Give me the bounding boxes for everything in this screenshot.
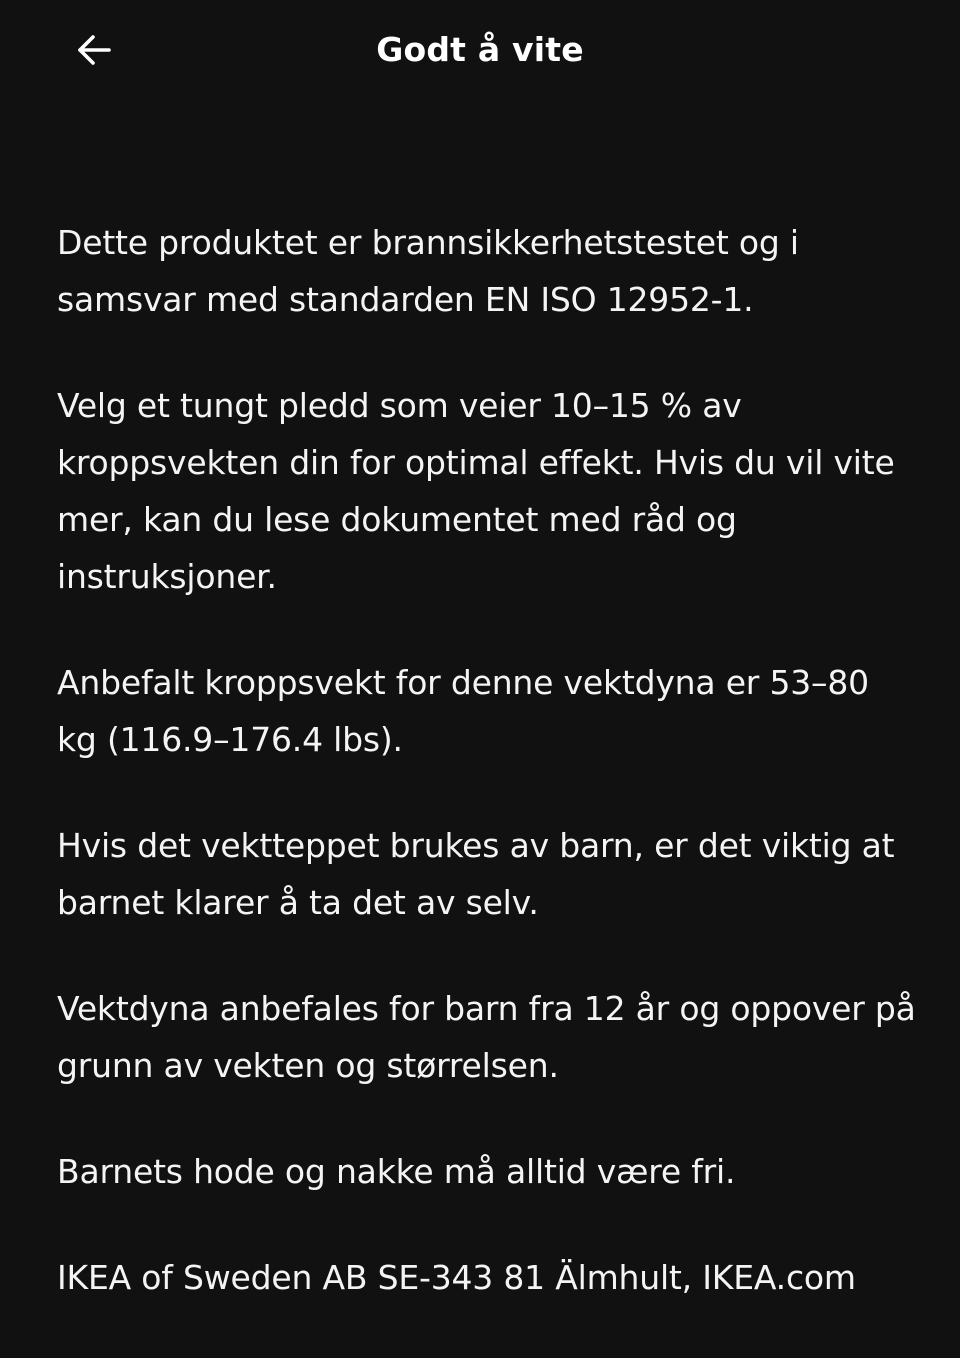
age-recommendation-paragraph: Vektdyna anbefales for barn fra 12 år og oppover på grunn av vekten og størrelsen. (57, 989, 916, 1085)
weight-advice-paragraph: Velg et tungt pledd som veier 10–15 % av kroppsvekten din for optimal effekt. Hvis du vil vite mer, kan du lese dokumentet med råd og instruksjoner. (57, 386, 895, 596)
top-app-bar (0, 0, 960, 100)
info-content (57, 214, 917, 1355)
fire-safety-paragraph: Dette produktet er brannsikkerhetstestet og i samsvar med standarden EN ISO 12952-1. (57, 223, 799, 319)
child-use-paragraph: Hvis det vektteppet brukes av barn, er det viktig at barnet klarer å ta det av selv. (57, 826, 895, 922)
page-title: Godt å vite (376, 30, 584, 69)
recommended-weight-paragraph: Anbefalt kroppsvekt for denne vektdyna er 53–80 kg (116.9–176.4 lbs). (57, 663, 869, 759)
manufacturer-paragraph: IKEA of Sweden AB SE-343 81 Älmhult, IKEA.com (57, 1258, 856, 1297)
head-neck-paragraph: Barnets hode og nakke må alltid være fri. (57, 1152, 736, 1191)
